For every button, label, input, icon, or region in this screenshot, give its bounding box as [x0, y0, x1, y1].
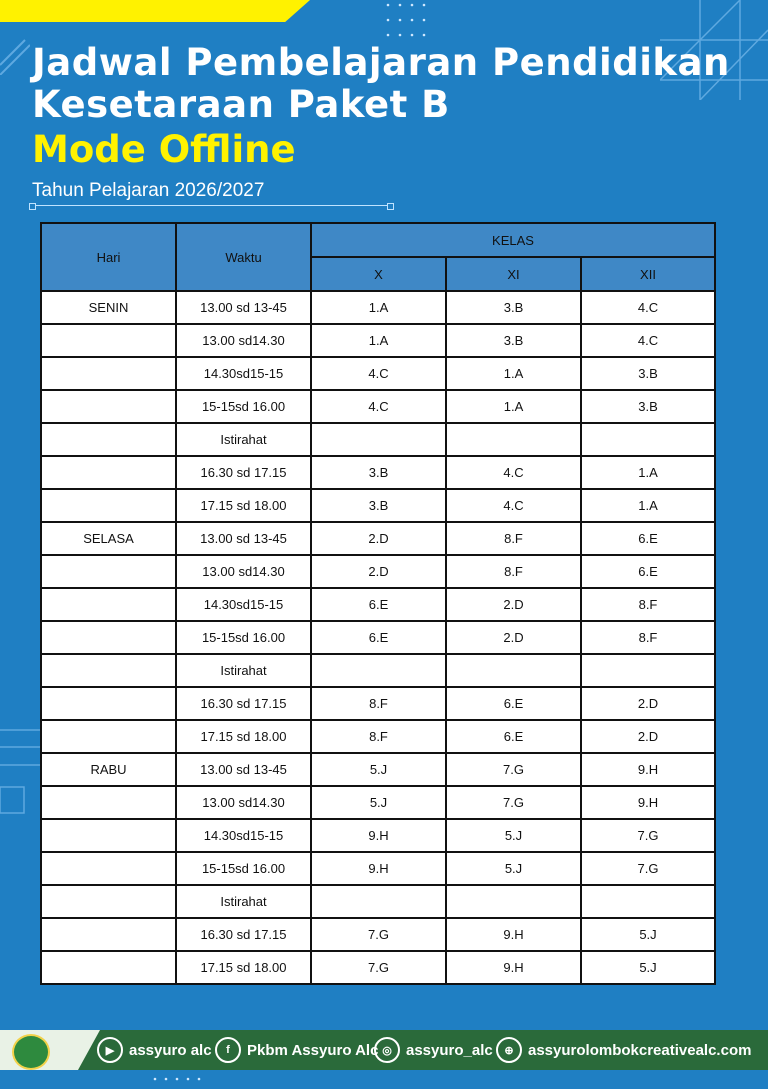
cell-kelas-x: 9.H — [311, 819, 446, 852]
cell-hari — [41, 918, 176, 951]
cell-hari — [41, 951, 176, 984]
cell-kelas-xi: 7.G — [446, 786, 581, 819]
header-kelas-xii: XII — [581, 257, 715, 291]
page-title — [32, 42, 730, 126]
globe-icon: ⊕ — [496, 1037, 522, 1063]
corner-accent — [0, 0, 310, 22]
cell-kelas-x: 6.E — [311, 588, 446, 621]
cell-waktu: 17.15 sd 18.00 — [176, 951, 311, 984]
cell-kelas-xii — [581, 423, 715, 456]
cell-hari — [41, 720, 176, 753]
cell-kelas-xii: 8.F — [581, 588, 715, 621]
cell-kelas-x: 6.E — [311, 621, 446, 654]
table-row — [41, 291, 715, 324]
cell-waktu: 13.00 sd14.30 — [176, 786, 311, 819]
cell-hari — [41, 588, 176, 621]
instagram-icon: ◎ — [374, 1037, 400, 1063]
cell-kelas-xi: 3.B — [446, 324, 581, 357]
cell-kelas-xii — [581, 654, 715, 687]
cell-waktu: 16.30 sd 17.15 — [176, 687, 311, 720]
table-row — [41, 951, 715, 984]
left-stripes-decoration — [0, 35, 30, 75]
cell-kelas-xi: 8.F — [446, 522, 581, 555]
cell-waktu: 16.30 sd 17.15 — [176, 456, 311, 489]
cell-kelas-x — [311, 423, 446, 456]
schedule-table — [40, 222, 716, 985]
cell-kelas-x — [311, 654, 446, 687]
cell-kelas-xii: 1.A — [581, 456, 715, 489]
cell-waktu: 14.30sd15-15 — [176, 819, 311, 852]
cell-hari — [41, 555, 176, 588]
cell-kelas-xii: 4.C — [581, 291, 715, 324]
cell-waktu: 13.00 sd14.30 — [176, 555, 311, 588]
cell-kelas-xi: 1.A — [446, 357, 581, 390]
cell-hari — [41, 654, 176, 687]
table-row — [41, 522, 715, 555]
table-row — [41, 918, 715, 951]
cell-hari — [41, 489, 176, 522]
cell-kelas-xii: 5.J — [581, 951, 715, 984]
table-row — [41, 885, 715, 918]
cell-hari — [41, 456, 176, 489]
cell-kelas-x: 7.G — [311, 951, 446, 984]
cell-waktu: Istirahat — [176, 654, 311, 687]
youtube-icon: ▶ — [97, 1037, 123, 1063]
cell-kelas-x: 4.C — [311, 357, 446, 390]
youtube-handle: assyuro alc — [129, 1041, 212, 1059]
cell-hari — [41, 852, 176, 885]
cell-kelas-xii: 4.C — [581, 324, 715, 357]
cell-kelas-xii: 1.A — [581, 489, 715, 522]
cell-hari — [41, 885, 176, 918]
cell-kelas-xi: 8.F — [446, 555, 581, 588]
school-logo — [12, 1034, 50, 1070]
cell-kelas-xi: 1.A — [446, 390, 581, 423]
table-row — [41, 357, 715, 390]
cell-kelas-xi: 4.C — [446, 456, 581, 489]
cell-kelas-xii: 5.J — [581, 918, 715, 951]
cell-waktu: Istirahat — [176, 423, 311, 456]
cell-kelas-xii: 6.E — [581, 522, 715, 555]
cell-waktu: 14.30sd15-15 — [176, 357, 311, 390]
mode-subtitle: Mode Offline — [32, 128, 296, 171]
cell-kelas-xi: 5.J — [446, 852, 581, 885]
cell-kelas-x: 9.H — [311, 852, 446, 885]
table-row — [41, 819, 715, 852]
cell-kelas-x: 5.J — [311, 786, 446, 819]
left-lines-decoration — [0, 725, 40, 825]
cell-kelas-xi: 5.J — [446, 819, 581, 852]
cell-hari — [41, 687, 176, 720]
title-line-1: Jadwal Pembelajaran Pendidikan — [32, 41, 730, 84]
cell-kelas-xi: 6.E — [446, 720, 581, 753]
cell-hari: SENIN — [41, 291, 176, 324]
table-row — [41, 390, 715, 423]
cell-kelas-xi: 7.G — [446, 753, 581, 786]
facebook-icon: f — [215, 1037, 241, 1063]
table-row — [41, 753, 715, 786]
facebook-handle: Pkbm Assyuro Alc — [247, 1041, 379, 1059]
website-url: assyurolombokcreativealc.com — [528, 1041, 752, 1059]
cell-kelas-xii: 6.E — [581, 555, 715, 588]
cell-waktu: 17.15 sd 18.00 — [176, 489, 311, 522]
cell-waktu: 16.30 sd 17.15 — [176, 918, 311, 951]
cell-hari — [41, 324, 176, 357]
table-row — [41, 456, 715, 489]
year-underline — [35, 205, 388, 206]
cell-waktu: Istirahat — [176, 885, 311, 918]
table-row — [41, 489, 715, 522]
cell-kelas-xii: 3.B — [581, 390, 715, 423]
cell-kelas-xii: 9.H — [581, 753, 715, 786]
header-kelas: KELAS — [311, 223, 715, 257]
table-row — [41, 654, 715, 687]
table-row — [41, 852, 715, 885]
website-link[interactable] — [496, 1036, 751, 1064]
cell-hari — [41, 357, 176, 390]
cell-kelas-xii: 9.H — [581, 786, 715, 819]
cell-kelas-x: 1.A — [311, 291, 446, 324]
youtube-link[interactable] — [97, 1036, 212, 1064]
title-line-2: Kesetaraan Paket B — [32, 83, 450, 126]
cell-kelas-xi: 2.D — [446, 588, 581, 621]
header-kelas-x: X — [311, 257, 446, 291]
cell-kelas-xi: 6.E — [446, 687, 581, 720]
cell-kelas-xii: 7.G — [581, 852, 715, 885]
cell-kelas-x: 8.F — [311, 720, 446, 753]
cell-waktu: 13.00 sd14.30 — [176, 324, 311, 357]
cell-kelas-xii: 7.G — [581, 819, 715, 852]
cell-hari — [41, 423, 176, 456]
cell-kelas-xii: 3.B — [581, 357, 715, 390]
header-kelas-xi: XI — [446, 257, 581, 291]
cell-kelas-xi — [446, 654, 581, 687]
cell-kelas-x: 8.F — [311, 687, 446, 720]
cell-hari: RABU — [41, 753, 176, 786]
table-row — [41, 786, 715, 819]
cell-waktu: 17.15 sd 18.00 — [176, 720, 311, 753]
cell-kelas-x: 7.G — [311, 918, 446, 951]
cell-kelas-x: 1.A — [311, 324, 446, 357]
academic-year: Tahun Pelajaran 2026/2027 — [32, 180, 265, 201]
table-row — [41, 621, 715, 654]
cell-hari — [41, 621, 176, 654]
cell-hari: SELASA — [41, 522, 176, 555]
cell-waktu: 13.00 sd 13-45 — [176, 753, 311, 786]
cell-kelas-xi: 3.B — [446, 291, 581, 324]
cell-kelas-xi: 4.C — [446, 489, 581, 522]
table-row — [41, 555, 715, 588]
bottom-dot-decoration — [152, 1073, 202, 1085]
cell-kelas-x: 3.B — [311, 456, 446, 489]
cell-kelas-xii — [581, 885, 715, 918]
table-row — [41, 588, 715, 621]
cell-waktu: 13.00 sd 13-45 — [176, 522, 311, 555]
dot-grid-decoration — [385, 2, 435, 38]
cell-kelas-xi — [446, 423, 581, 456]
cell-kelas-x — [311, 885, 446, 918]
cell-kelas-xii: 8.F — [581, 621, 715, 654]
header-waktu: Waktu — [176, 223, 311, 291]
cell-waktu: 14.30sd15-15 — [176, 588, 311, 621]
cell-kelas-x: 4.C — [311, 390, 446, 423]
cell-waktu: 15-15sd 16.00 — [176, 852, 311, 885]
cell-kelas-xii: 2.D — [581, 687, 715, 720]
cell-kelas-xi — [446, 885, 581, 918]
table-row — [41, 423, 715, 456]
cell-kelas-x: 2.D — [311, 522, 446, 555]
instagram-handle: assyuro_alc — [406, 1041, 493, 1059]
cell-hari — [41, 390, 176, 423]
cell-kelas-xi: 2.D — [446, 621, 581, 654]
cell-kelas-xi: 9.H — [446, 951, 581, 984]
cell-waktu: 13.00 sd 13-45 — [176, 291, 311, 324]
cell-kelas-x: 3.B — [311, 489, 446, 522]
instagram-link[interactable] — [374, 1036, 493, 1064]
cell-kelas-xi: 9.H — [446, 918, 581, 951]
table-row — [41, 324, 715, 357]
cell-hari — [41, 786, 176, 819]
cell-kelas-xii: 2.D — [581, 720, 715, 753]
header-hari: Hari — [41, 223, 176, 291]
cell-kelas-x: 2.D — [311, 555, 446, 588]
cell-kelas-x: 5.J — [311, 753, 446, 786]
table-row — [41, 720, 715, 753]
cell-waktu: 15-15sd 16.00 — [176, 621, 311, 654]
table-row — [41, 687, 715, 720]
cell-hari — [41, 819, 176, 852]
facebook-link[interactable] — [215, 1036, 378, 1064]
cell-waktu: 15-15sd 16.00 — [176, 390, 311, 423]
